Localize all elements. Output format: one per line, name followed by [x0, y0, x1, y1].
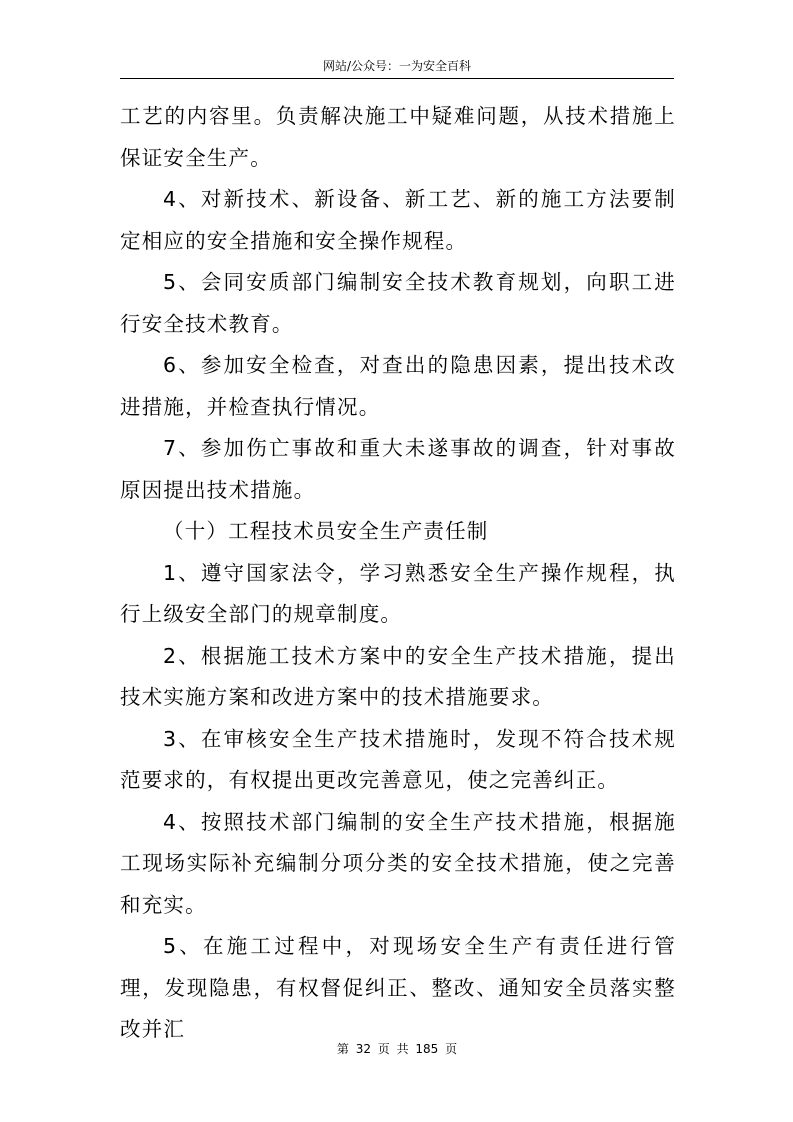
paragraph-item-2: 2、根据施工技术方案中的安全生产技术措施，提出技术实施方案和改进方案中的技术措施要求。	[120, 643, 676, 709]
paragraph-item-7: 7、参加伤亡事故和重大未遂事故的调查，针对事故原因提出技术措施。	[120, 436, 676, 502]
paragraph-item-5b: 5、在施工过程中，对现场安全生产有责任进行管理，发现隐患，有权督促纠正、整改、通知安全员落实整改并汇	[120, 934, 676, 1041]
paragraph-item-6: 6、参加安全检查，对查出的隐患因素，提出技术改进措施，并检查执行情况。	[120, 353, 676, 419]
document-body	[120, 96, 676, 1051]
page-header: 网站/公众号：一为安全百科	[322, 59, 472, 73]
paragraph-item-4b: 4、按照技术部门编制的安全生产技术措施，根据施工现场实际补充编制分项分类的安全技术措施，使之完善和充实。	[120, 809, 676, 917]
paragraph-item-1: 1、遵守国家法令，学习熟悉安全生产操作规程，执行上级安全部门的规章制度。	[120, 560, 676, 626]
paragraph-item-3: 3、在审核安全生产技术措施时，发现不符合技术规范要求的，有权提出更改完善意见，使之完善纠正。	[120, 726, 676, 792]
paragraph-item-5: 5、会同安质部门编制安全技术教育规划，向职工进行安全技术教育。	[120, 270, 676, 336]
paragraph-continuation: 工艺的内容里。负责解决施工中疑难问题，从技术措施上保证安全生产。	[120, 104, 676, 170]
header-divider	[120, 78, 674, 79]
section-heading: （十）工程技术员安全生产责任制	[163, 519, 489, 543]
paragraph-item-4: 4、对新技术、新设备、新工艺、新的施工方法要制定相应的安全措施和安全操作规程。	[120, 187, 676, 253]
page-footer: 第 32 页 共 185 页	[336, 1042, 458, 1056]
